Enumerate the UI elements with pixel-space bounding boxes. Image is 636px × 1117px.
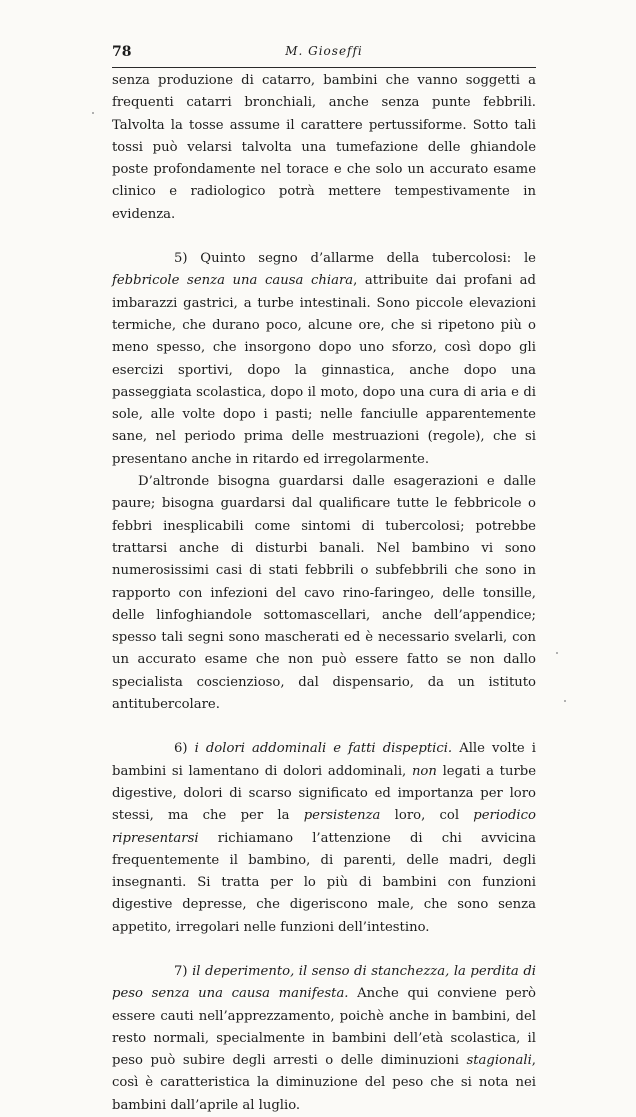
text-segment: , così è caratteristica la diminuzione del peso che si nota nei bambini dall’aprile al luglio.: [112, 1053, 536, 1113]
italic-text-segment: febbricole senza una causa chiara: [112, 273, 354, 289]
paragraph-section-5-cont: [112, 471, 536, 716]
text-segment: loro, col: [380, 808, 474, 824]
text-segment: , attribuite dai profani ad imbarazzi gastrici, a turbe intestinali. Sono piccole elevazioni termiche, che durano poco, alcune ore, che si ripetono più o meno spesso, che insorgono dopo uno sforzo, così dopo gli esercizi sportivi, dopo la ginnastica, anche dopo una passeggiata scolastica, dopo il moto, dopo una cura di aria e di sole, alle volte dopo i pasti; nelle fanciulle apparentemente sane, nel periodo prima delle mestruazioni (regole), che si presentano anche in ritardo ed irregolarmente.: [112, 273, 536, 467]
text-segment: legati a turbe digestive, dolori di scarso significato ed importanza per loro stessi, ma che per la: [112, 763, 537, 824]
text-segment: 7): [174, 963, 193, 979]
page-number: 78: [112, 44, 132, 60]
text-segment: senza produzione di catarro, bambini che vanno soggetti a frequenti catarri bronchiali, anche senza punte febbrili. Talvolta la tosse assume il carattere pertussiforme. Sotto tali tossi può velarsi talvolta una tumefazione delle ghiandole poste profondamente nel torace e che solo un accurato esame clinico e radiologico potrà mettere tempestivamente in evidenza.: [112, 73, 536, 222]
text-segment: Alle volte i bambini si lamentano di dolori addominali,: [112, 741, 536, 779]
page-header: [112, 44, 536, 64]
header-rule: [112, 67, 536, 68]
paragraph-section-6: [112, 738, 536, 939]
text-segment: D’altronde bisogna guardarsi dalle esagerazioni e dalle paure; bisogna guardarsi dal qualificare tutte le febbricole o febbri inesplicabili come sintomi di tubercolosi; potrebbe trattarsi anche di disturbi banali. Nel bambino vi sono numerosissimi casi di stati febbrili o subfebbrili che sono in rapporto con infezioni del cavo rino-faringeo, delle tonsille, delle linfoghiandole sottomascellari, anche dell’appendice; spesso tali segni sono mascherati ed è necessario svelarli, con un accurato esame che non può essere fatto se non dallo specialista coscienzioso, dal dispensario, da un istituto antitubercolare.: [112, 474, 536, 713]
text-segment: Anche qui conviene però essere cauti nell’apprezzamento, poichè anche in bambini, del resto normali, specialmente in bambini dell’età scolastica, il peso può subire degli arresti o delle diminuzioni: [112, 986, 536, 1069]
running-head: M. Gioseffi: [285, 44, 363, 58]
scan-speck: [556, 652, 558, 654]
paragraph-section-7: [112, 961, 536, 1117]
italic-text-segment: non: [411, 763, 437, 779]
scan-speck: [92, 112, 94, 114]
italic-text-segment: stagionali: [466, 1053, 532, 1069]
italic-text-segment: il deperimento, il senso di stanchezza, la perdita di peso senza una causa manifesta.: [112, 963, 536, 1002]
italic-text-segment: periodico ripresentarsi: [112, 808, 536, 846]
paragraph-continuation: [112, 70, 536, 226]
text-segment: 5) Quinto segno d’allarme della tubercolosi: le: [174, 251, 536, 267]
italic-text-segment: i dolori addominali e fatti dispeptici.: [194, 741, 453, 757]
paragraph-section-5: [112, 248, 536, 471]
text-segment: 6): [174, 741, 195, 757]
body-text: [112, 70, 536, 1117]
scan-speck: [564, 700, 566, 702]
text-segment: richiamano l’attenzione di chi avvicina frequentemente il bambino, di parenti, delle madri, degli insegnanti. Si tratta per lo più di bambini con funzioni digestive depresse, che digeriscono male, che sono senza appetito, irregolari nelle funzioni dell’intestino.: [112, 830, 536, 935]
italic-text-segment: persistenza: [303, 808, 381, 824]
